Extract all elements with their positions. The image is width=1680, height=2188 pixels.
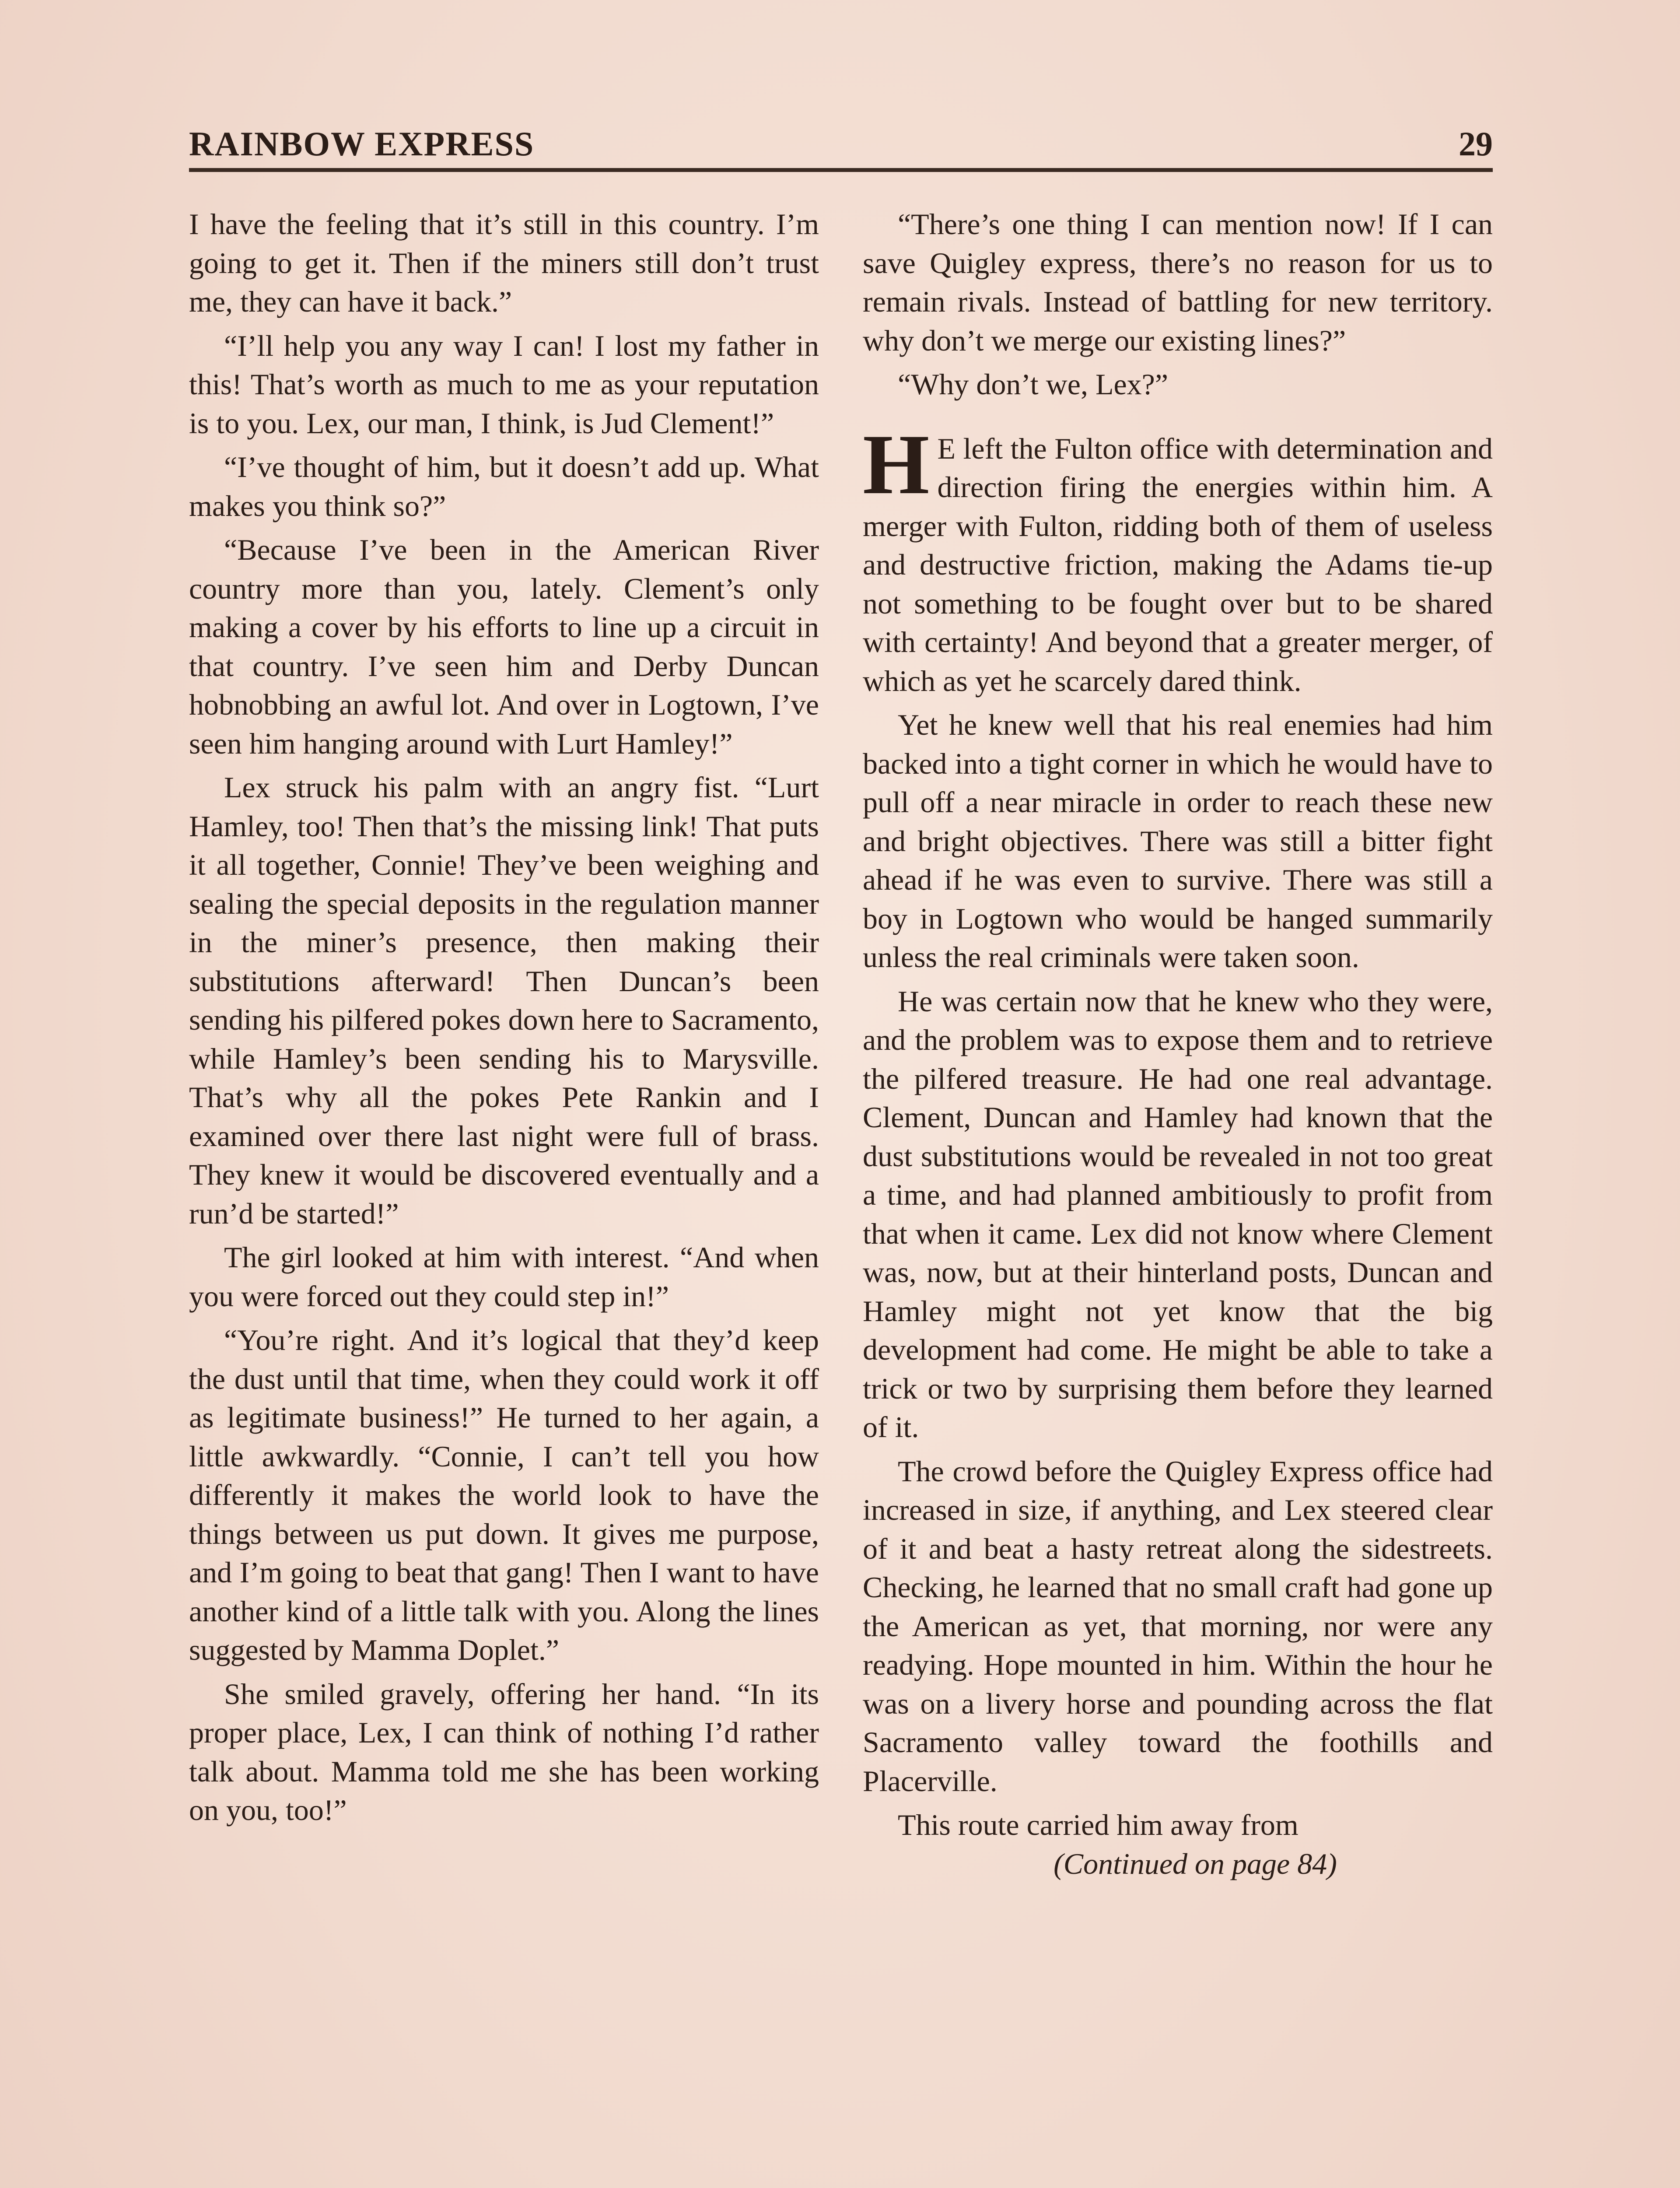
page-number: 29	[1459, 125, 1493, 163]
section-opening-paragraph	[863, 417, 1493, 701]
paragraph: I have the feeling that it’s still in this country. I’m going to get it. Then if the miners still don’t trust me, they can have it back.”	[189, 207, 819, 318]
paragraph: “I’ve thought of him, but it doesn’t add up. What makes you think so?”	[189, 450, 819, 522]
drop-cap: H	[863, 417, 930, 512]
page-header	[189, 120, 1493, 172]
continued-note: (Continued on page 84)	[1054, 1847, 1337, 1880]
left-column	[189, 205, 819, 1830]
paragraph: This route carried him away from	[898, 1808, 1298, 1841]
section-opening-text: E left the Fulton office with determination and direction firing the energies within him. A merger with Fulton, ridding both of them of useless and destructive friction, making the Adams tie-up not something to be fought over but to be shared with certainty! And beyond that a greater merger, of which as yet he scarcely dared think.	[863, 431, 1493, 698]
paragraph: Yet he knew well that his real enemies had him backed into a tight corner in which he would have to pull off a near miracle in order to reach these new and bright objectives. There was still a bitter fight ahead if he was even to survive. There was still a boy in Logtown who would be hanged summarily unless the real criminals were taken soon.	[863, 708, 1493, 974]
paragraph: Lex struck his palm with an angry fist. “Lurt Hamley, too! Then that’s the missing link! That puts it all together, Connie! They’ve been weighing and sealing the special deposits in the regulation manner in the miner’s presence, then making their substitutions afterward! Then Duncan’s been sending his pilfered pokes down here to Sacramento, while Hamley’s been sending his to Marysville. That’s why all the pokes Pete Rankin and I examined over there last night were full of brass. They knew it would be discovered eventually and a run’d be started!”	[189, 771, 819, 1230]
paragraph: He was certain now that he knew who they were, and the problem was to expose them and to retrieve the pilfered treasure. He had one real advantage. Clement, Duncan and Hamley had known that the dust substitutions would be revealed in not too great a time, and had planned ambitiously to profit from that when it came. Lex did not know where Clement was, now, but at their hinterland posts, Duncan and Hamley might not yet know that the big development had come. He might be able to take a trick or two by surprising them before they learned of it.	[863, 984, 1493, 1444]
right-column	[863, 205, 1493, 1883]
paragraph: “I’ll help you any way I can! I lost my father in this! That’s worth as much to me as your reputation is to you. Lex, our man, I think, is Jud Clement!”	[189, 329, 819, 440]
paragraph: She smiled gravely, offering her hand. “In its proper place, Lex, I can think of nothing I’d rather talk about. Mamma told me she has been working on you, too!”	[189, 1677, 819, 1827]
paragraph: “There’s one thing I can mention now! If I can save Quigley express, there’s no reason for us to remain rivals. Instead of battling for new territory. why don’t we merge our existing lines?”	[863, 207, 1493, 357]
running-title: RAINBOW EXPRESS	[189, 125, 535, 163]
paragraph: “Why don’t we, Lex?”	[898, 368, 1169, 401]
paragraph: The crowd before the Quigley Express office had increased in size, if anything, and Lex steered clear of it and beat a hasty retreat along the sidestreets. Checking, he learned that no small craft had gone up the American as yet, that morning, nor were any readying. Hope mounted in him. Within the hour he was on a livery horse and pounding across the flat Sacramento valley toward the foothills and Placerville.	[863, 1454, 1493, 1798]
paragraph: The girl looked at him with interest. “And when you were forced out they could step in!”	[189, 1241, 819, 1313]
paragraph: “You’re right. And it’s logical that they’d keep the dust until that time, when they could work it off as legitimate business!” He turned to her again, a little awkwardly. “Connie, I can’t tell you how differently it makes the world look to have the things between us put down. It gives me purpose, and I’m going to beat that gang! Then I want to have another kind of a little talk with you. Along the lines suggested by Mamma Doplet.”	[189, 1323, 819, 1666]
paragraph: “Because I’ve been in the American River country more than you, lately. Clement’s only making a cover by his efforts to line up a circuit in that country. I’ve seen him and Derby Duncan hobnobbing an awful lot. And over in Logtown, I’ve seen him hanging around with Lurt Hamley!”	[189, 533, 819, 760]
